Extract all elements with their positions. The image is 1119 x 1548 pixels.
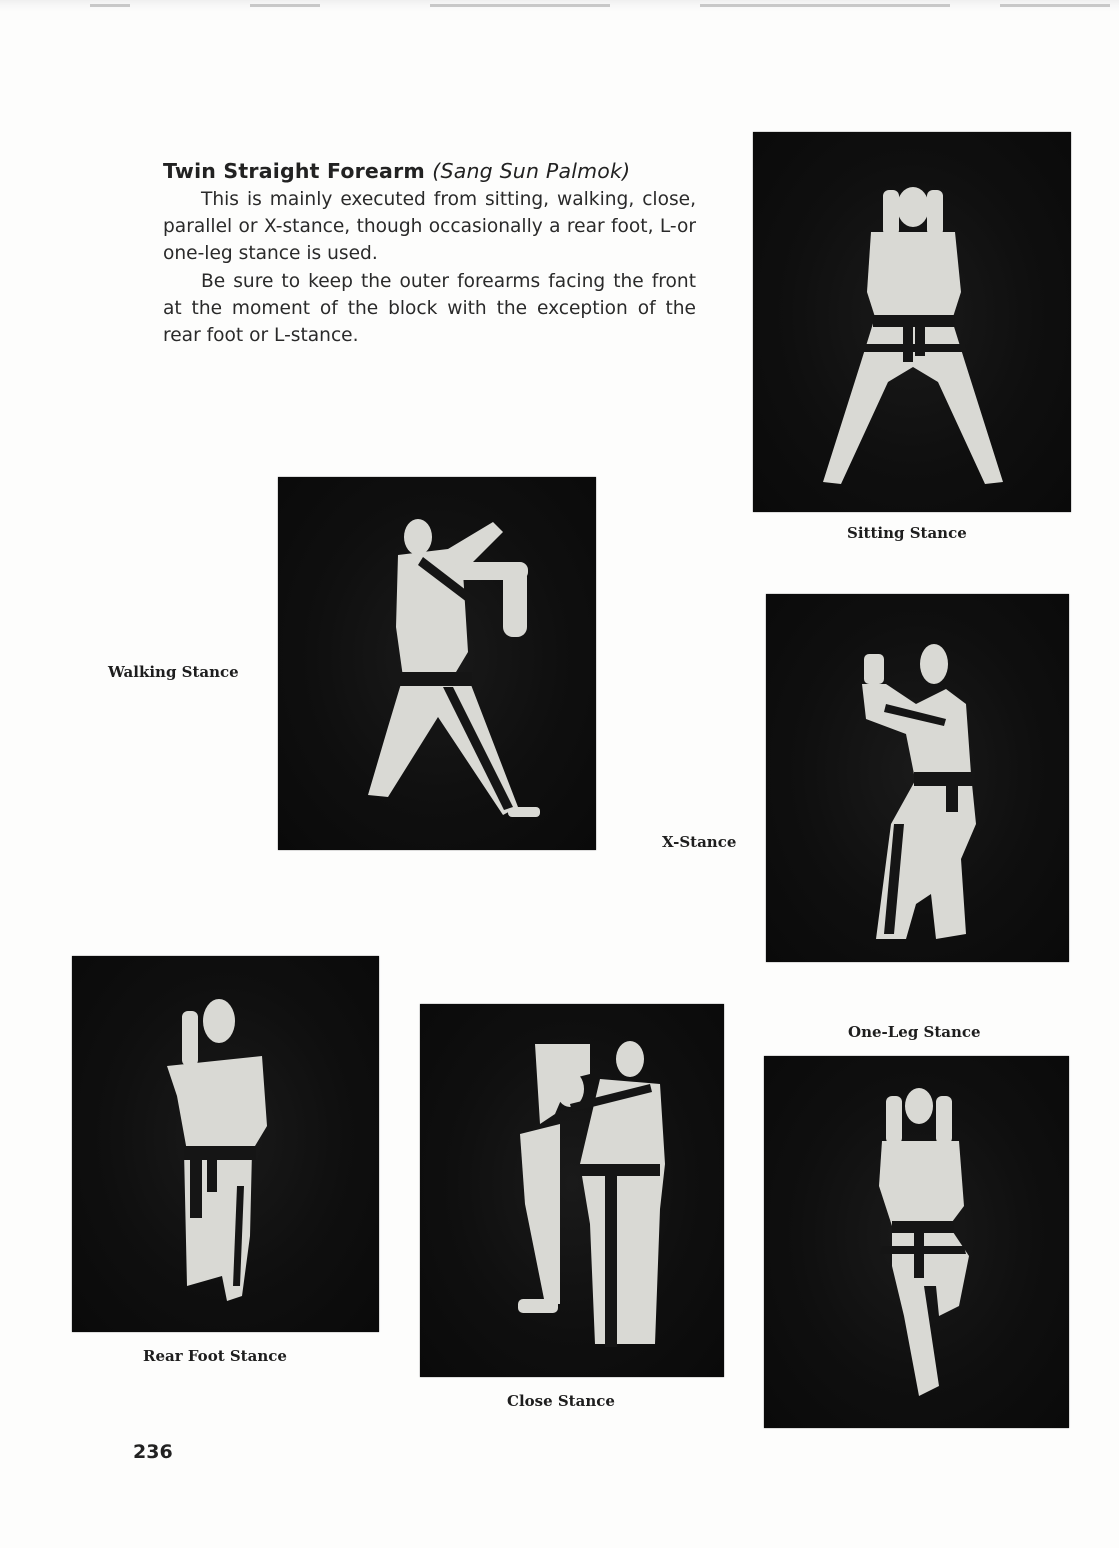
caption-close-stance: Close Stance bbox=[507, 1392, 615, 1410]
photo-rear-foot-stance bbox=[72, 956, 379, 1332]
body-text bbox=[163, 186, 696, 349]
title-main: Twin Straight Forearm bbox=[163, 159, 425, 183]
caption-rear-foot-stance: Rear Foot Stance bbox=[143, 1347, 287, 1365]
title-korean: (Sang Sun Palmok) bbox=[432, 159, 631, 183]
caption-x-stance: X-Stance bbox=[662, 833, 737, 851]
photo-one-leg-stance bbox=[764, 1056, 1069, 1428]
paragraph: Be sure to keep the outer forearms facing the front at the moment of the block with the exception of the rear foot or L-stance. bbox=[163, 270, 696, 347]
caption-one-leg-stance: One-Leg Stance bbox=[848, 1023, 981, 1041]
page-number: 236 bbox=[133, 1441, 173, 1463]
paragraph: This is mainly executed from sitting, walking, close, parallel or X-stance, though occasionally a rear foot, L-or one-leg stance is used. bbox=[163, 189, 696, 265]
figure-x-stance-icon bbox=[766, 594, 1069, 962]
caption-walking-stance: Walking Stance bbox=[108, 663, 239, 681]
figure-one-leg-stance-icon bbox=[764, 1056, 1069, 1428]
photo-x-stance bbox=[766, 594, 1069, 962]
photo-sitting-stance bbox=[753, 132, 1071, 512]
figure-close-stance-icon bbox=[420, 1004, 724, 1377]
figure-rear-foot-stance-icon bbox=[72, 956, 379, 1332]
photo-walking-stance bbox=[278, 477, 596, 850]
figure-walking-stance-icon bbox=[278, 477, 596, 850]
figure-sitting-stance-icon bbox=[753, 132, 1071, 512]
section-title bbox=[163, 159, 630, 183]
photo-close-stance bbox=[420, 1004, 724, 1377]
scan-top-edge bbox=[0, 0, 1119, 12]
caption-sitting-stance: Sitting Stance bbox=[847, 524, 967, 542]
